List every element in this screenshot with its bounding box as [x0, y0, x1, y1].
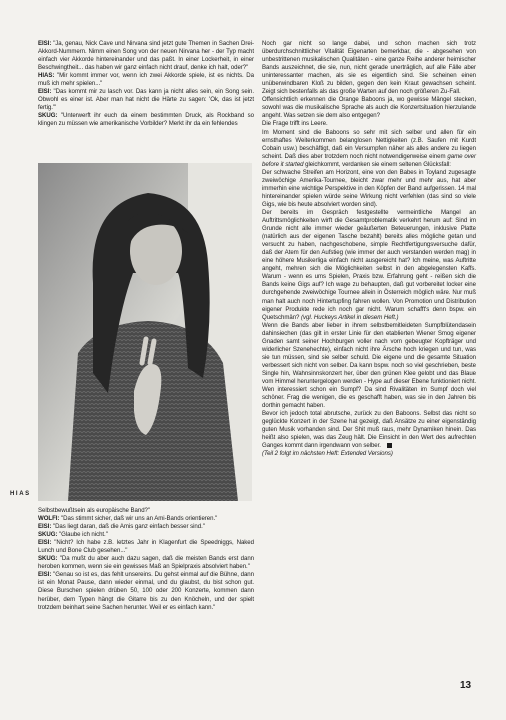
speaker: SKUG: [38, 555, 58, 563]
speaker: SKUG: [38, 531, 58, 539]
paragraph [38, 539, 254, 555]
paragraph [38, 555, 254, 571]
speaker: SKUG: [38, 112, 58, 120]
article-column-right [262, 40, 476, 458]
quote: "Das liegt daran, daß die Amis ganz einfach besser sind." [52, 523, 205, 531]
body-text: Der schwache Streifen am Horizont, eine von den Babes in Toyland zugesagte zweiwöchige Amerika-Tournee, bleicht zwar mehr und mehr aus, hat aber immerhin eine wichtige Perspektive in den Köpfen der Band aufgerissen. 14 mal hintereinander spielen würde seine Wirkung nicht verfehlen (das sind so viele Gigs, wie bis heute absolviert worden sind). [262, 168, 476, 208]
quote: "Da mußt du aber auch dazu sagen, daß die meisten Bands erst dann heroben kommen, wenn sie ein gewisses Maß an Spielpraxis absolviert haben." [38, 555, 254, 571]
body-text: Wenn die Bands aber lieber in ihrem selbstbemitleideten Sumpfblütendasein dahinsiechen (das gilt in erster Linie für den etablierten Wiener Smog eigener Gnaden samt seiner Hochburgen voller nach vorn gebeugter Kopfträger und widerlicher Szenehechte), einfach nicht ihre Ärsche hoch kriegen und tun, was sie tun müssen, sind sie selber schuld. Die eigene und die gesamte Situation verbessert sich nicht von selber. Da kann bspw. noch so viel geschrieben, beste Single hin, Wahnsinnskonzert her, über den grünen Klee gelobt und das Blaue vom Himmel heruntergelogen werden - Hype auf dieser Ebene funktioniert nicht. Wen interessiert schon ein Sumpf? Da sind Rivalitäten im Sumpf doch viel schöner. Frag die wenigen, die es geschafft haben, was sie in den Jahren bis dorthin gemacht haben. [262, 321, 476, 410]
paragraph [262, 40, 476, 96]
paragraph [262, 450, 476, 458]
speaker: EISI: [38, 523, 52, 531]
speaker: EISI: [38, 571, 52, 579]
speaker: EISI: [38, 88, 52, 96]
body-text: Im Moment sind die Baboons so sehr mit sich selber und allen für ein ernsthaftes Weiterkommen belanglosen Nettigkeiten (z.B. Saufen mit Kurdt Cobain usw.) beschäftigt, daß ein Versumpfen näher als alles andere zu liegen scheint. Daß dies aber trotzdem noch nicht notwendigerweise einem [262, 128, 476, 160]
quote: "Nicht? Ich habe z.B. letztes Jahr in Klagenfurt die Speedniggs, Naked Lunch und Bone Club gesehen..." [38, 539, 254, 555]
body-text: Der bereits im Gespräch festgestellte vermeintliche Mangel an Auftrittsmöglichkeiten wirft die Gesamtproblematik verkehrt herum auf: Sind im Grunde nicht alle immer wieder geäußerten Beteuerungen, inklusive Platte (natürlich aus der eigenen Tasche bezahlt) bereits alles mögliche getan und versucht zu haben, nachgeschobene, simple Rechtfertigungsversuche dafür, daß der Atem für den Aufstieg (wie immer der auch verstanden werden mag) in eine höhere Musikerliga einfach nicht ausgereicht hat? Ich meine, was Auftritte angeht, mehren sich die Möglichkeiten selbst in den abgelegensten Kaffs. Warum - wenn es ums Spielen, Praxis bzw. Erfahrung geht - reißen sich die Bands keine Gigs auf? Ich wage zu behaupten, daß gut vorbereitet locker eine durchgehende zweiwöchige Tournee allein in Österreich möglich wäre. Nur muß man halt auch noch Hintertupfing fahren wollen. Von Promotion und Distribution eigener Produkte rede ich noch gar nicht. Warum schafft's denn bspw. ein Quetschmän? [262, 208, 476, 321]
quote: "Das kommt mir zu lasch vor. Das kann ja nicht alles sein, ein Song sein. Obwohl es einer ist. Aber man hat nicht die Härte zu sagen: 'Ok, das ist jetzt fertig.'" [38, 88, 254, 112]
body-text: Offensichtlich erkennen die Orange Baboons ja, wo gewisse Mängel stecken, sowohl was die musikalische Sprache als auch die Konzertsituation hierzulande angeht. Was setzen sie dem also entgegen? [262, 96, 476, 120]
continuation-note: (Teil 2 folgt im nächsten Heft: Extended Versions) [262, 450, 393, 458]
quote: "Glaube ich nicht." [59, 531, 108, 539]
paragraph [38, 515, 254, 523]
page-number: 13 [460, 680, 472, 691]
paragraph [38, 88, 254, 112]
paragraph [38, 531, 254, 539]
quote: "Das stimmt sicher, daß wir uns an Ami-Bands orientieren." [61, 515, 218, 523]
interview-column-bottom [38, 507, 254, 612]
quote: Selbstbewußtsein als europäische Band?" [38, 507, 151, 514]
interview-column-top [38, 40, 254, 129]
paragraph [38, 40, 254, 72]
body-text: Bevor ich jedoch total abrutsche, zurück zu den Baboons. Selbst das nicht so geglückte Konzert in der Szene hat gezeigt, daß Ansätze zu einer eigenständig guten Musik vorhanden sind. Der Shit muß raus, mehr Dynamiken hinein. Das heißt also spielen, was das Zeug hält. Die Einsicht in den Wert des aufrechten Ganges kommt dann irgendwann von selber. [262, 410, 476, 450]
paragraph [262, 410, 476, 450]
photo-caption: HIAS [10, 491, 31, 497]
paragraph [38, 523, 254, 531]
quote: "Genau so ist es, das fehlt unsereins. Du gehst einmal auf die Bühne, dann ist ein Monat Pause, dann wieder einmal, und du glaubst, du bist schon gut. Diese Burschen spielen drüben 50, 100 oder 200 Konzerte, kommen dann herüber, dem Typen hängt die Gitarre bis zu den Knöcheln, und der spielt trotzdem beinhart seine Sachen herunter. Weil er es einfach kann." [38, 571, 254, 611]
portrait-photo [38, 163, 252, 501]
italic-reference: (vgl. Huckeys Artikel in diesem Heft.) [301, 313, 399, 321]
body-text: Die Frage trifft ins Leere. [262, 120, 328, 128]
end-mark-icon [387, 443, 392, 448]
speaker: EISI: [38, 539, 52, 547]
paragraph [38, 72, 254, 88]
quote: "Unterwerft ihr euch da einem bestimmten Druck, als Rockband so klingen zu müssen wie amerikanische Vorbilder? Merkt ihr da ein fehlendes [38, 112, 254, 128]
paragraph [262, 322, 476, 411]
italic-phrase: game over before it started [262, 152, 476, 168]
paragraph [38, 507, 254, 515]
portrait-illustration [38, 163, 252, 501]
paragraph [262, 169, 476, 209]
paragraph [38, 571, 254, 611]
body-text: Noch gar nicht so lange dabei, und schon machen sich trotz überdurchschnittlicher Vitalität Eigenarten bemerkbar, die - abgesehen von unbestrittenen musikalischen Qualitäten - eine ganze Reihe anderer heimischer Bands auszeichnet, die sie, nun, nicht gerade unerträglich, auf alle Fälle aber uninteressanter machen, als sie es eigentlich sind. Sie scheinen einen unüberwindbaren Kloß zu bilden, gegen den kein Kraut gewachsen scheint. Zeigt sich bestenfalls als das große Warten auf den noch größeren Zu-Fall. [262, 40, 476, 96]
paragraph [262, 209, 476, 322]
speaker: WOLFI: [38, 515, 60, 523]
paragraph [262, 96, 476, 120]
paragraph [38, 112, 254, 128]
speaker: EISI: [38, 40, 52, 47]
quote: "Mir kommt immer vor, wenn ich zwei Akkorde spiele, ist es nichts. Da muß ich mehr spielen..." [38, 72, 254, 88]
paragraph [262, 129, 476, 169]
body-text: gleichkommt, verdanken sie einem seltenen Glücksfall: [303, 160, 451, 168]
quote: "Ja, genau, Nick Cave und Nirvana sind jetzt gute Themen in Sachen Drei-Akkord-Nummern. Nimm einen Song von der neuen Nirvana her - der Typ macht einfach vier Akkorde hintereinander und das paßt. In einer Lockerheit, in einer Beschwingtheit... das haben wir ganz einfach nicht drauf, denke ich halt, oder?" [38, 40, 254, 72]
paragraph [262, 120, 476, 128]
speaker: HIAS: [38, 72, 55, 80]
